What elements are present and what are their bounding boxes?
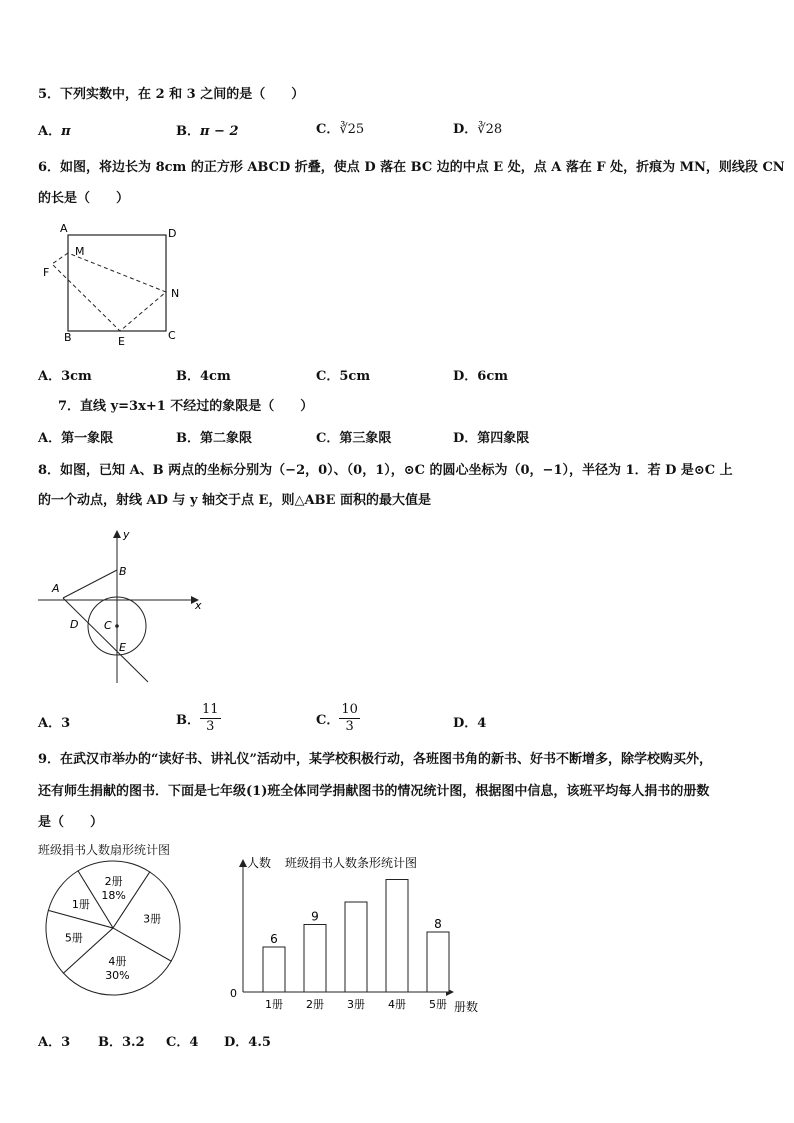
q9-stem-line2: 还有师生捐献的图书．下面是七年级(1)班全体同学捐献图书的情况统计图，根据图中信息，该班平均每人捐书的册数 <box>38 784 710 799</box>
label-c: C <box>168 329 176 342</box>
q5-option-b[interactable] <box>176 120 239 139</box>
option-label: A． <box>38 431 62 446</box>
q6-option-a[interactable] <box>38 365 92 384</box>
bar-data-label: 9 <box>311 909 319 924</box>
bar-category-label: 1册 <box>265 998 283 1011</box>
option-value: 5cm <box>339 369 371 384</box>
bar-5册 <box>427 932 449 992</box>
option-label: D． <box>453 431 478 446</box>
q5-option-d[interactable] <box>453 118 502 137</box>
option-value: π <box>61 124 71 139</box>
option-value: 4 <box>189 1035 199 1050</box>
q8-stem-line2: 的一个动点，射线 AD 与 y 轴交于点 E，则△ABE 面积的最大值是 <box>38 493 431 508</box>
q9-stem-line1: 9．在武汉市举办的“读好书、讲礼仪”活动中，某学校积极行动，各班图书角的新书、好书不断增多，除学校购买外， <box>38 752 713 767</box>
label-e: E <box>118 335 125 348</box>
label-b: B <box>119 565 127 578</box>
label-a: A <box>52 582 60 595</box>
pie-slice-label: 5册 <box>64 931 83 945</box>
option-label: D． <box>453 122 478 137</box>
q9-stem-line3: 是（ ） <box>38 815 104 830</box>
label-b: B <box>64 331 72 344</box>
label-d: D <box>168 227 177 240</box>
q8-stem-line1: 8．如图，已知 A、B 两点的坐标分别为（−2，0）、（0，1），⊙C 的圆心坐标为（0，−1），半径为 1．若 D 是⊙C 上 <box>38 463 733 478</box>
option-label: B． <box>176 431 200 446</box>
q6-option-b[interactable] <box>176 365 231 384</box>
pie-slice-label: 3册 <box>143 912 162 926</box>
q9-option-b[interactable] <box>98 1031 145 1050</box>
fraction <box>200 702 221 735</box>
pie-slice-label: 1册 <box>71 897 90 911</box>
option-label: D． <box>224 1035 249 1050</box>
bar-category-label: 3册 <box>347 998 365 1011</box>
q8-option-c[interactable] <box>316 702 360 735</box>
option-label: A． <box>38 369 62 384</box>
option-label: C． <box>316 122 340 137</box>
pie-slice-label: 4册 <box>108 954 127 968</box>
option-label: C． <box>316 369 340 384</box>
option-value: 6cm <box>477 369 508 384</box>
option-label: D． <box>453 716 478 731</box>
pie-slice-percent: 18% <box>101 888 126 902</box>
label-a: A <box>60 222 68 235</box>
option-value: 第一象限 <box>61 431 114 446</box>
bar-chart <box>225 850 495 1020</box>
bar-category-label: 5册 <box>429 998 447 1011</box>
q8-option-b[interactable] <box>176 702 221 735</box>
denominator: 3 <box>206 719 215 734</box>
option-value: 3cm <box>61 369 92 384</box>
option-value: 第二象限 <box>200 431 253 446</box>
q6-stem-line1: 6．如图，将边长为 8cm 的正方形 ABCD 折叠，使点 D 落在 BC 边的中点 E 处，点 A 落在 F 处，折痕为 MN，则线段 CN <box>38 160 785 175</box>
q8-coordinate-figure <box>30 525 210 690</box>
option-label: B． <box>176 713 200 728</box>
option-label: A． <box>38 1035 62 1050</box>
bar-y-label: 人数 <box>247 856 272 870</box>
option-value: 3 <box>61 1035 71 1050</box>
option-value: 4cm <box>200 369 231 384</box>
option-label: D． <box>453 369 478 384</box>
ray-ad <box>63 598 148 682</box>
option-label: A． <box>38 716 62 731</box>
segment-ab <box>63 570 117 598</box>
label-e: E <box>119 641 126 654</box>
pie-slice-percent: 30% <box>105 968 130 982</box>
label-f: F <box>43 266 50 279</box>
option-value: 3 <box>61 716 71 731</box>
option-value: 第三象限 <box>339 431 392 446</box>
q6-stem-line2: 的长是（ ） <box>38 191 130 206</box>
option-value: ∛28 <box>477 122 503 137</box>
option-label: C． <box>166 1035 190 1050</box>
label-y: y <box>123 528 130 541</box>
pie-slice-label: 2册 <box>104 874 123 888</box>
option-label: B． <box>98 1035 122 1050</box>
label-d: D <box>70 618 79 631</box>
label-m: M <box>75 245 85 258</box>
numerator: 10 <box>341 702 358 717</box>
label-n: N <box>171 287 180 300</box>
option-label: C． <box>316 431 340 446</box>
q7-option-b[interactable] <box>176 427 252 446</box>
bar-chart-title: 班级捐书人数条形统计图 <box>285 856 418 870</box>
q6-square-fold-figure <box>40 220 200 350</box>
option-label: A． <box>38 124 62 139</box>
q8-option-a[interactable] <box>38 712 70 731</box>
q7-option-c[interactable] <box>316 427 391 446</box>
q7-stem: 7．直线 y=3x+1 不经过的象限是（ ） <box>58 399 314 414</box>
label-c: C <box>104 619 112 632</box>
option-value: 4 <box>477 716 487 731</box>
q7-option-a[interactable] <box>38 427 113 446</box>
q5-option-a[interactable] <box>38 120 71 139</box>
pie-chart-title: 班级捐书人数扇形统计图 <box>38 843 171 857</box>
bar-origin-label: 0 <box>230 987 237 1000</box>
bar-3册 <box>345 902 367 992</box>
option-value: 4.5 <box>248 1035 271 1050</box>
bar-4册 <box>386 880 408 993</box>
pie-chart <box>40 860 190 1000</box>
option-value: 第四象限 <box>477 431 530 446</box>
bar-2册 <box>304 925 326 993</box>
q9-option-d[interactable] <box>224 1031 271 1050</box>
q5-option-c[interactable] <box>316 118 364 137</box>
q9-option-c[interactable] <box>166 1031 198 1050</box>
option-value: ∛25 <box>339 122 365 137</box>
option-label: B． <box>176 124 200 139</box>
q7-option-d[interactable] <box>453 427 529 446</box>
bar-data-label: 8 <box>434 917 442 931</box>
center-c-dot <box>115 624 119 628</box>
option-label: C． <box>316 713 340 728</box>
bar-data-label: 6 <box>270 932 278 946</box>
q8-option-d[interactable] <box>453 712 486 731</box>
q6-option-c[interactable] <box>316 365 370 384</box>
q6-option-d[interactable] <box>453 365 508 384</box>
q5-stem: 5．下列实数中，在 2 和 3 之间的是（ ） <box>38 87 305 102</box>
bar-category-label: 2册 <box>306 998 324 1011</box>
q9-option-a[interactable] <box>38 1031 70 1050</box>
fold-lines <box>52 253 166 331</box>
fraction <box>339 702 360 735</box>
option-value: 3.2 <box>122 1035 145 1050</box>
bar-1册 <box>263 947 285 992</box>
option-label: B． <box>176 369 200 384</box>
denominator: 3 <box>345 719 354 734</box>
bar-x-label: 册数 <box>454 1000 479 1014</box>
option-value: π − 2 <box>200 124 239 139</box>
bar-category-label: 4册 <box>388 998 406 1011</box>
numerator: 11 <box>202 702 219 717</box>
label-x: x <box>195 599 202 612</box>
